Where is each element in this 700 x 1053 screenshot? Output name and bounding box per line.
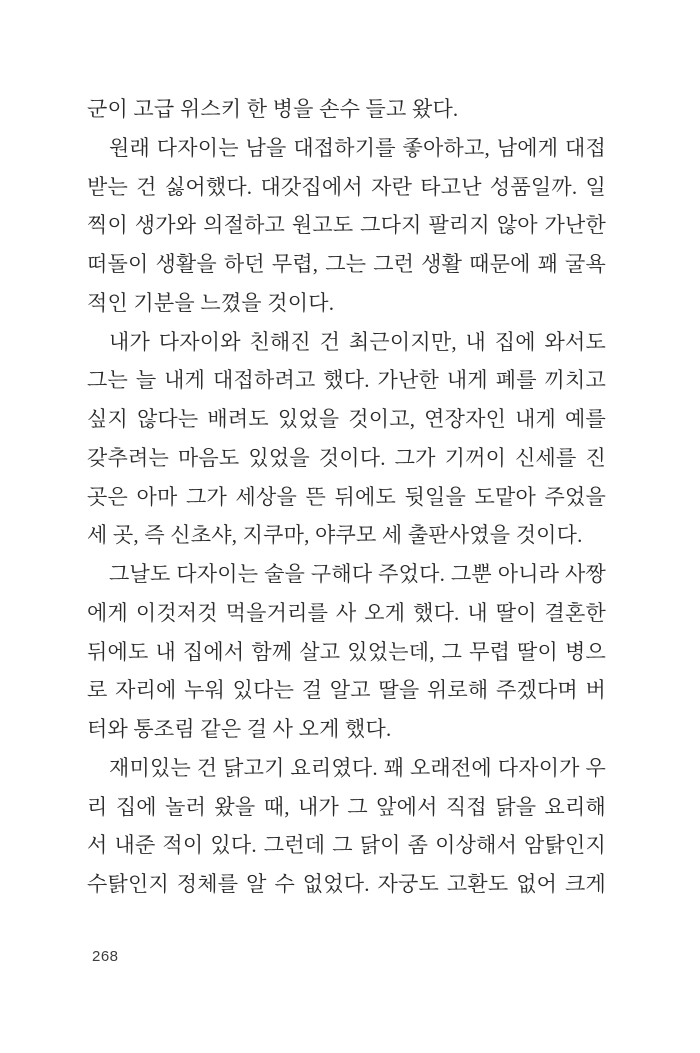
text-block	[87, 90, 606, 904]
text-line: 서 내준 적이 있다. 그런데 그 닭이 좀 이상해서 암탉인지	[87, 833, 606, 858]
paragraph	[87, 323, 606, 556]
text-line: 싶지 않다는 배려도 있었을 것이고, 연장자인 내게 예를	[87, 407, 606, 431]
text-line: 내가 다자이와 친해진 건 최근이지만, 내 집에 와서도	[109, 329, 606, 354]
paragraph	[87, 129, 606, 323]
page-number: 268	[92, 948, 119, 965]
text-line: 뒤에도 내 집에서 함께 살고 있었는데, 그 무렵 딸이 병으	[87, 639, 606, 664]
text-line: 찍이 생가와 의절하고 원고도 그다지 팔리지 않아 가난한	[87, 213, 606, 238]
text-line: 적인 기분을 느꼈을 것이다.	[87, 290, 335, 315]
text-line: 재미있는 건 닭고기 요리였다. 꽤 오래전에 다자이가 우	[109, 755, 606, 780]
text-line: 갖추려는 마음도 있었을 것이다. 그가 기꺼이 신세를 진	[87, 445, 606, 470]
text-line: 로 자리에 누워 있다는 걸 알고 딸을 위로해 주겠다며 버	[87, 678, 606, 703]
text-line: 그날도 다자이는 술을 구해다 주었다. 그뿐 아니라 사짱	[109, 562, 606, 586]
text-line: 군이 고급 위스키 한 병을 손수 들고 왔다.	[87, 97, 459, 121]
text-line: 곳은 아마 그가 세상을 뜬 뒤에도 뒷일을 도맡아 주었을	[87, 484, 606, 509]
text-line: 리 집에 놀러 왔을 때, 내가 그 앞에서 직접 닭을 요리해	[87, 794, 606, 819]
paragraph	[87, 90, 606, 129]
text-line: 수탉인지 정체를 알 수 없었다. 자궁도 고환도 없어 크게	[87, 872, 606, 896]
text-line: 그는 늘 내게 대접하려고 했다. 가난한 내게 폐를 끼치고	[87, 368, 606, 393]
paragraph	[87, 749, 606, 904]
text-line: 에게 이것저것 먹을거리를 사 오게 했다. 내 딸이 결혼한	[87, 600, 606, 625]
text-line: 원래 다자이는 남을 대접하기를 좋아하고, 남에게 대접	[109, 135, 606, 160]
paragraph	[87, 555, 606, 749]
text-line: 떠돌이 생활을 하던 무렵, 그는 그런 생활 때문에 꽤 굴욕	[87, 252, 606, 276]
text-line: 터와 통조림 같은 걸 사 오게 했다.	[87, 717, 392, 741]
text-line: 받는 건 싫어했다. 대갓집에서 자란 타고난 성품일까. 일	[87, 174, 606, 199]
text-line: 세 곳, 즉 신초샤, 지쿠마, 야쿠모 세 출판사였을 것이다.	[87, 523, 583, 548]
